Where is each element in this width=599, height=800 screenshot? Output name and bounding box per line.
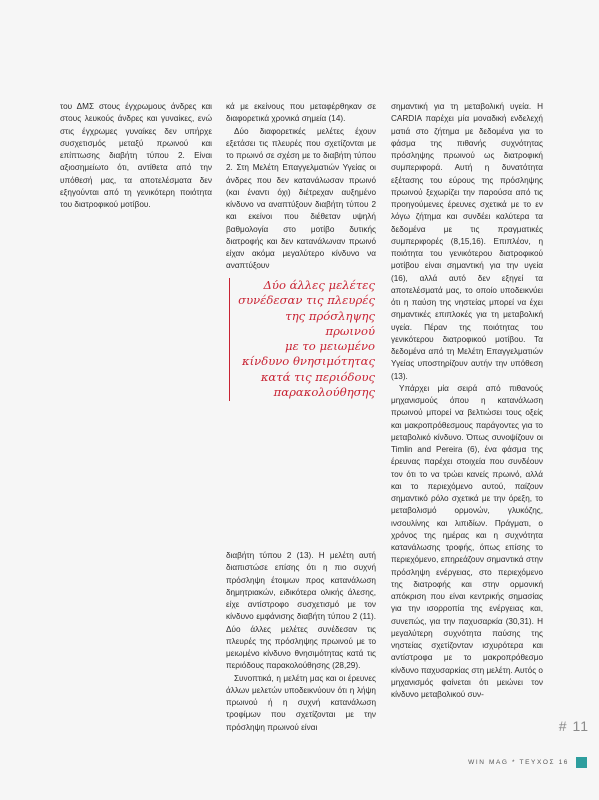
text-column-middle-top — [226, 101, 376, 273]
paragraph: Συνοπτικά, η μελέτη μας και οι έρευνες άλλων μελετών υποδεικνύουν ότι η λήψη πρωινού ή η συχνή κατανάλωση τροφίμων που σχετίζονται με την πρόσληψη πρωινού είναι — [226, 673, 376, 732]
footer-issue-label: WIN MAG * ΤΕΥΧΟΣ 16 — [468, 759, 569, 766]
paragraph: του ΔΜΣ στους έγχρωμους άνδρες και στους λευκούς άνδρες και γυναίκες, ενώ στις έγχρωμες γυναίκες δεν υπήρχε συσχετισμός μεταξύ πρωινού και επίπτωσης διαβήτη τύπου 2. Είναι αξιοσημείωτο ότι, αντίθετα από την υπόθεσή μας, τα αποτελέσματα δεν εξηγούνται από τη γενικότερη ποιότητα του διατροφικού μοτίβου. — [60, 102, 212, 209]
page-number-tag: # 11 — [558, 718, 589, 734]
text-column-middle-bottom — [226, 550, 376, 734]
text-column-right — [391, 101, 543, 701]
paragraph: σημαντική για τη μεταβολική υγεία. Η CARDIA παρέχει μία μοναδική ενδελεχή ματιά στο ζήτημα με δεδομένα για το φάσμα της πιθανής συχνότητας πρόσληψης πρωινού ως διατροφική συμπεριφορά. Αυτή η δυνατότητα εξέτασης του εύρους της πρόσληψης πρωινού ξεχωρίζει την παρούσα από τις προηγούμενες έρευνες σχετικά με το εν λόγω ζήτημα και συνδέει καλύτερα τα δεδομένα με τις πραγματικές συμπεριφορές (8,15,16). Επιπλέον, η ποιότητα του γενικότερου διατροφικού μοτίβου είναι σημαντική για την υγεία (16), αλλά αυτό δεν εξηγεί τα αποτελέσματά μας, το οποίο υποδεικνύει ότι η παύση της νηστείας μπορεί να έχει σημαντικές επιπλοκές για τη μεταβολική υγεία. Πέραν της ποιότητας του γενικότερου διατροφικού μοτίβου. Τα δεδομένα από τη Μελέτη Επαγγελματιών Υγείας υποστηρίζουν αυτήν την υπόθεση (13). — [391, 102, 543, 381]
paragraph: διαβήτη τύπου 2 (13). Η μελέτη αυτή διαπιστώσε επίσης ότι η πιο συχνή πρόσληψη έτοιμων προς κατανάλωση δημητριακών, ειδικότερα ολικής άλεσης, είχε αντίστροφο συσχετισμό με τον κίνδυνο εμφάνισης διαβήτη τύπου 2 (11). Δύο άλλες μελέτες συνέδεσαν τις πλευρές της πρόσληψης πρωινού με το μειωμένο κίνδυνο θνησιμότητας κατά τις περιόδους παρακολούθησης (28,29). — [226, 551, 376, 671]
paragraph: Δύο διαφορετικές μελέτες έχουν εξετάσει τις πλευρές που σχετίζονται με το πρωινό σε σχέση με το διαβήτη τύπου 2. Στη Μελέτη Επαγγελματιών Υγείας οι άνδρες που δεν κατανάλωσαν πρωινό (και έναντι όχι) διέτρεχαν αυξημένο κίνδυνο να αναπτύξουν διαβήτη τύπου 2 και εκείνοι που διέθεταν υψηλή βαθμολογία στο μοτίβο δυτικής διατροφής και δεν κατανάλωναν πρωινό είχαν ακόμα μεγαλύτερο κίνδυνο να αναπτύξουν — [226, 126, 376, 271]
text-column-left — [60, 101, 212, 211]
pull-quote-text: Δύο άλλες μελέτες συνέδεσαν τις πλευρές της πρόσληψης πρωινού με το μειωμένο κίνδυνο θνησιμότητας κατά τις περιόδους παρακολούθησης — [238, 278, 375, 400]
footer-color-square — [576, 757, 587, 768]
paragraph: κά με εκείνους που μεταφέρθηκαν σε διαφορετικά χρονικά σημεία (14). — [226, 102, 376, 124]
paragraph: Υπάρχει μία σειρά από πιθανούς μηχανισμούς όπου η κατανάλωση πρωινού μπορεί να βελτιώσει τους οξείς και μακροπρόθεσμους παράγοντες για το μεταβολικό κίνδυνο. Όπως συνοψίζουν οι Timlin and Pereira (6), ένα φάσμα της έρευνας παρέχει στοιχεία που συνδέουν τον ότι το να τρώει κανείς πρωινό, αλλά και το περιεχόμενο αυτού, παίζουν σημαντικό ρόλο σχετικά με την όρεξη, το μεταβολισμό ορμονών, γλυκόζης, ινσουλίνης και λιπιδίων. Πράγματι, ο χρόνος της ημέρας και η συχνότητα κατανάλωσης τροφής, όπως επίσης το περιεχόμενο, επηρεάζουν σημαντικά στην πρόσληψη ενέργειας, στο περιεχόμενο της διατροφής και στην ορμονική απόκριση που είναι κεντρικής σημασίας για την ισορροπία της ενέργειας και, συνεπώς, για την παχυσαρκία (30,31). Η μεγαλύτερη συχνότητα παύσης της νηστείας σχετίζονταν ισχυρότερα και αντίστροφα με το μακροπρόθεσμο κίνδυνο παχυσαρκίας στη μελέτη. Αυτός ο μηχανισμός φαίνεται ότι μειώνει τον κίνδυνο μεταβολικού συν- — [391, 383, 543, 699]
pull-quote — [229, 278, 375, 401]
